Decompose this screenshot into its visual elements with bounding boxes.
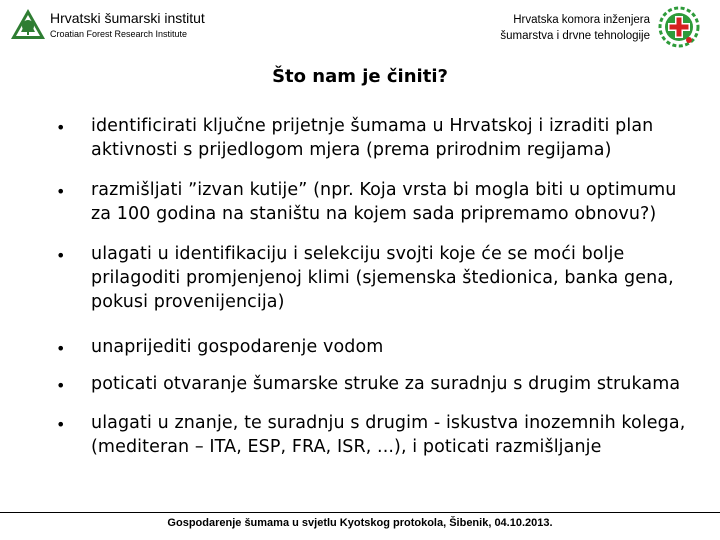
bullet-text xyxy=(91,372,691,396)
bullet-line: prilagoditi promjenjenoj klimi (sjemenska štedionica, banka gena, xyxy=(91,268,674,288)
bullet-marker: • xyxy=(56,415,66,434)
right-org-line2: šumarstva i drvne tehnologije xyxy=(500,30,650,42)
left-org-subtitle: Croatian Forest Research Institute xyxy=(50,29,188,39)
left-org-name: Hrvatski šumarski institut xyxy=(50,10,205,26)
bullet-line: unaprijediti gospodarenje vodom xyxy=(91,337,384,357)
bullet-marker: • xyxy=(56,118,66,137)
bullet-text xyxy=(91,242,691,314)
bullet-line: ulagati u znanje, te suradnju s drugim - iskustva inozemnih kolega, xyxy=(91,413,686,433)
bullet-line: pokusi provenijencija) xyxy=(91,292,285,312)
bullet-line: razmišljati ˮizvan kutije” (npr. Koja vrsta bi mogla biti u optimumu xyxy=(91,180,677,200)
bullet-line: ulagati u identifikaciju i selekciju svojti koje će se moći bolje xyxy=(91,244,625,264)
bullet-marker: • xyxy=(56,182,66,201)
slide-title: Što nam je činiti? xyxy=(272,66,448,87)
bullet-line: (mediteran – ITA, ESP, FRA, ISR, ...), i poticati razmišljanje xyxy=(91,437,602,457)
bullet-marker: • xyxy=(56,246,66,265)
bullet-line: identificirati ključne prijetnje šumama u Hrvatskoj i izraditi plan xyxy=(91,116,654,136)
bullet-text xyxy=(91,178,691,226)
footer-caption: Gospodarenje šumama u svjetlu Kyotskog protokola, Šibenik, 04.10.2013. xyxy=(167,517,553,529)
footer-divider xyxy=(0,512,720,513)
right-org-line1: Hrvatska komora inženjera xyxy=(513,14,650,26)
bullet-marker: • xyxy=(56,376,66,395)
bullet-line: poticati otvaranje šumarske struke za suradnju s drugim strukama xyxy=(91,374,681,394)
bullet-text xyxy=(91,411,691,459)
bullet-text xyxy=(91,335,691,359)
bullet-line: aktivnosti s prijedlogom mjera (prema prirodnim regijama) xyxy=(91,140,612,160)
bullet-line: za 100 godina na staništu na kojem sada pripremamo obnovu?) xyxy=(91,204,657,224)
bullet-text xyxy=(91,114,691,162)
bullet-marker: • xyxy=(56,339,66,358)
